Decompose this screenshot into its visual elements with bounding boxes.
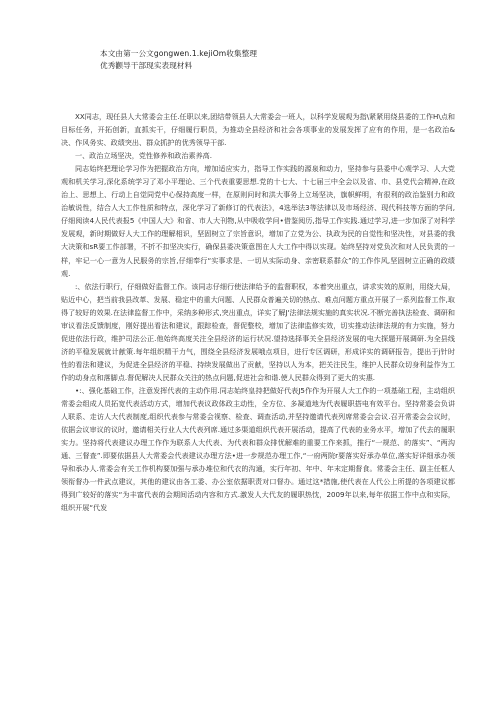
document-body — [61, 110, 455, 514]
document-header — [100, 48, 420, 72]
section-heading-1: 一、政治立场坚决，党性修养和政治素养高. — [75, 151, 213, 161]
paragraph-section-2: :、依法行职行，仔细做好监督工作。该同志仔细行使法律给予的监督职权，本着突出重点，讲求实效的原则，用绕大局，贴近中心，把当前我县改革、发展、稳定中的重大问题、人民群众普遍关切的热点、难点问题方重点开展了一系列监督工作,取得了较好的效果.在法律监督工作中，采纳多种形式,突出重点，详实了解J'法律法规实施的真实状况.不断完善执法检查、调研和审议看法反馈制度，刚好提出看法和建议，跟踪检查，督促整校，增加了法律监修实效，切实推动法律法规的有力实施，努力促进依法行政，维护司法公正.他始终高度关注全县经济的运行状况.望持选择事关全县经济发展的电大探题开展调研.为全县线济的平稳发展就计献策.每年组织精干力气，围绕全县经济发展哦点项目，进行专区调研，形成详实的调研报告，提出于j针时性的看法和建议，为促进全县经济的平稳、持续发展做出了贡献，坚持以人为本，把关注民生，维护人民群众切身利益作为工作的动身点和落脚点.督促解决人民群众关注的热点问题,促进社会和谐.使人民群众得到了更大的实惠. — [61, 281, 455, 382]
document-title: 优秀颧导干部现实表现材料 — [100, 61, 193, 70]
paragraph-intro: XX同志，现任县人大常委会主任.任职以来,团结带领县人大常委会一班人，以科学发展观为指\紧紧用绕县委的工作H\点和目标任务，开拓创新，直抓实干，仔细履行职员，为推动全县经济和社会各项事业的发展发挥了应有的作用，是一名政治&决、作风务实、政绩突出、群众抓护的优秀领导干部. — [61, 112, 455, 148]
paragraph-section-1: 同志始终把理论学习作为把握政治方向，增加适应实力，指导工作实践的源泉和动力，坚持参与县委中心观学习、人大党观和机关学习,深化系统学习了邓小平理论、三个代表重要思想.党的十七大、十七届三中全会以及省、巾、县党代会精神,在政治上、思想上、行动上自觉同党中心保持高度一样，在原则问时和洪大事务上立场坚决，旗帜鲜明，有很利的政治鉴别力和政治敏说性，结合人大工作性质和特点，深化学习了新修订的代表法》，4选举法3等法律以及市场经济、现代科技等方面的学问,仔细阅读4人民代表报5《中国人大》和省、市人大刊物,从中吸收学问•借鉴阅历,指导工作实践.通过学习,进一步加深了对科学发展观，新时期做好人大工作的理解相识，坚固树立了宗旨意识，增加了立党为公、执政为民的自觉性和坚决性，对县委的我大决策和sR要工作部署，不折不扣坚决实行，确保县委决策意图在人大工作中得以实现。始终坚持对党负次和对人民负责的一样，牢记一心一意为人民服务的宗旨,仔细奉行“实事求是、一切从实际动身、亲密联系群众”的工作作风,坚固树立正确的政绩观. — [61, 164, 455, 278]
source-line: 本文由第一公文gongwen.1.kejiOm收集整理 — [100, 49, 258, 58]
paragraph-section-3: •:、强化基础工作，注意发挥代表的主动作用.同志始终皇持把做好代表J5作作为开展人大工作的一项基础工程，主动组织常委会组成人员拓宽代表活动方式，增加代表议政体政主动性，全方位、多凝道地为代表履职搭电有效平台。坚持常委会负讲人联系、走访人大代表制度,组织代表参与常委会视察、检查、调查活动,并坚持邀请代表列席常委会会议.召开常委会会议时，依据会议审议的议时，邀请相关行业人大代表列席.通过多渠道组织代表开展活动，提高了代表的业务水平，增加了代去的履职实力。坚持将代表建议办理工作作为联系人大代表、为代表和群众排忧解难的重要工作来抓，推行“一规范、的落实”、“两沟通、三督查”.即要依据县人大常委会代表建议办理方法•进一步规范办理工作,“一府两院r要落实好承办单位,落实好详细承办领导和承办人.常委会有关工作机构要加强与承办堆位和代衣的沟通，实行年初、年中、年末定期督食。常委会主任、副主任框人领衔督办一件武点建议，其他的建议由各工委、办公室依据职责对口督办。通过这*措施,使代表在人代公上所提的各项建议都得到广较好的落实“为丰富代表的会期间活动内容和方式.激发人大代友的履职热忱，2009年以来,每年依据工作中点和实际，组织开展“代发 — [61, 385, 455, 513]
